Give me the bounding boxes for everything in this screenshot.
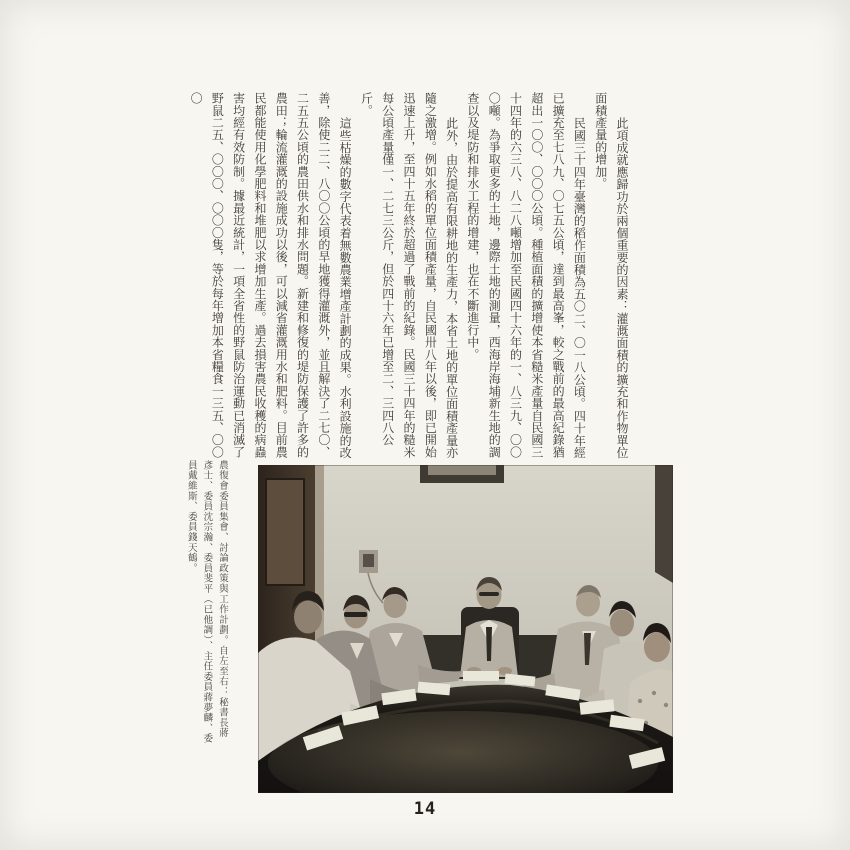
article-paragraph: 此外，由於提高有限耕地的生產力，本省土地的單位面積產量亦隨之激增。例如水稻的單位面積產量，自民國卅八年以後，即已開始迅速上升，至四十五年終於超過了戰前的紀錄。民國三十四年的糙米每公頃產量僅一、二七三公斤，但於四十六年已增至二、三四八公斤。 xyxy=(359,92,459,459)
article-paragraph: 這些枯燥的數字代表着無數農業增產計劃的成果。水利設施的改善，除使二二、八〇〇公頃的旱地獲得灌溉外，並且解決了二七〇、二五五公頃的農田供水和排水問題。新建和修復的堤防保護了許多的農田；輪流灌溉的設施成功以後，可以減省灌溉用水和肥料。目前農民都能使用化學肥料和堆肥以求增加生產。過去損害農民收穫的病蟲害均經有效防制。據最近統計，一項全省性的野鼠防治運動已消滅了野鼠二五、〇〇〇、〇〇〇隻，等於每年增加本省糧食一三五、〇〇〇 xyxy=(189,92,353,459)
photo-caption: 農復會委員集會、討論政策與工作計劃。自左至右：秘書長蔣彥士、委員沈宗瀚、委員斐平（已他調）、主任委員蔣夢麟、委員戴維斯、委員錢天鶴。 xyxy=(185,460,228,744)
photo-scene xyxy=(258,465,673,793)
picture-frame xyxy=(420,465,504,483)
article-text-block xyxy=(189,92,632,462)
meeting-photograph xyxy=(258,465,673,793)
article-paragraph: 此項成就應歸功於兩個重要的因素：灌溉面積的擴充和作物單位面積產量的增加。 xyxy=(593,92,629,459)
page-number: 14 xyxy=(413,799,437,819)
right-door-jamb xyxy=(655,465,673,583)
article-paragraph: 民國三十四年臺灣的稻作面積為五〇二、〇一八公頃。四十年經已擴充至七八九、〇七五公頃，達到最高峯，較之戰前的最高紀錄猶超出一〇〇、〇〇〇公頃。種植面積的擴增使本省糙米產量自民國三十四年的六三八、八二八噸增加至民國四十六年的一、八三九、〇〇〇噸。為爭取更多的土地，邊際土地的測量，西海岸海埔新生地的調查以及堤防和排水工程的增建，也在不斷進行中。 xyxy=(465,92,587,459)
